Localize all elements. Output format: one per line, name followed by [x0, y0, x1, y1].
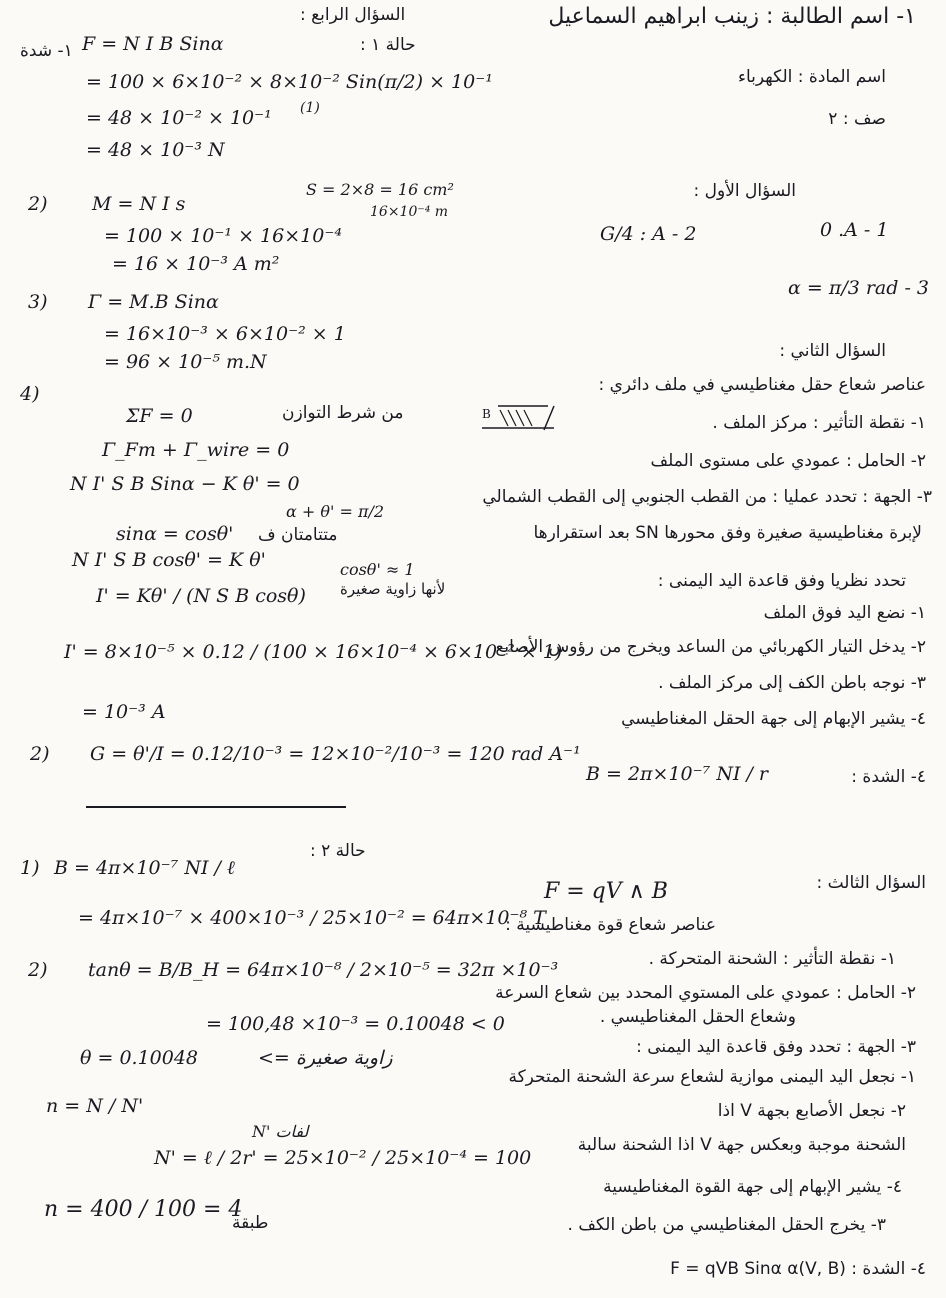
torque-result: = 96 × 10⁻⁵ m.N	[104, 351, 267, 373]
sensitivity-number: 2)	[30, 743, 50, 765]
q1-answer-3: α = π/3 rad - 3	[788, 277, 930, 299]
torque-number: 3)	[28, 291, 48, 313]
q2-intro: عناصر شعاع حقل مغناطيسي في ملف دائري :	[598, 375, 926, 395]
q2-point-3a: ٣- الجهة : تحدد عمليا : من القطب الجنوبي إلى القطب الشمالي	[482, 487, 932, 507]
area-formula: S = 2×8 = 16 cm²	[306, 180, 454, 199]
q2-title: السؤال الثاني :	[779, 341, 886, 361]
q2-step-3: ٣- نوجه باطن الكف إلى مركز الملف .	[658, 673, 926, 693]
torque-balance: Γ_Fm + Γ_wire = 0	[102, 439, 290, 461]
small-angle-note: لأنها زاوية صغيرة	[340, 580, 446, 598]
q3-point-3: ٣- الجهة : تحدد وفق قاعدة اليد اليمنى :	[636, 1037, 916, 1057]
tan-result: = 100,48 ×10⁻³ = 0.10048 < 0	[206, 1013, 505, 1035]
section-divider	[86, 806, 346, 808]
q3-magnitude: ٤- الشدة : F = qVB Sinα α(V, B)	[670, 1259, 926, 1279]
current-substitution: I' = 8×10⁻⁵ × 0.12 / (100 × 16×10⁻⁴ × 6×10⁻² × 1)	[64, 641, 563, 663]
q3-step-1: ١- نجعل اليد اليمنى موازية لشعاع سرعة الشحنة المتحركة	[508, 1067, 916, 1087]
sum-forces: ΣF = 0	[126, 405, 193, 427]
moment-formula: M = N I s	[92, 193, 186, 215]
torque-substitution: = 16×10⁻³ × 6×10⁻² × 1	[104, 323, 346, 345]
student-name: ١- اسم الطالبة : زينب ابراهيم السماعيل	[548, 4, 916, 29]
q3-step-2b: الشحنة موجبة وبعكس جهة V اذا الشحنة سالبة	[577, 1135, 906, 1155]
turns-label: N' لفات	[252, 1122, 309, 1141]
force-result: = 48 × 10⁻³ N	[86, 139, 225, 161]
area-si: 16×10⁻⁴ m	[370, 204, 449, 220]
layers-unit: طبقة	[232, 1213, 269, 1233]
q2-point-3b: لإبرة مغناطيسية صغيرة وفق محورها SN بعد استقرارها	[533, 523, 922, 543]
torque-equation: N I' S B Sinα − K θ' = 0	[70, 473, 300, 495]
q4-title: السؤال الرابع :	[300, 5, 406, 25]
force-substitution: = 100 × 6×10⁻² × 8×10⁻² Sin(π/2) × 10⁻¹	[86, 71, 493, 93]
small-angle-label: <= زاوية صغيرة	[258, 1047, 393, 1069]
q2-point-2: ٢- الحامل : عمودي على مستوى الملف	[650, 451, 926, 471]
moment-substitution: = 100 × 10⁻¹ × 16×10⁻⁴	[104, 225, 342, 247]
force-step-2: = 48 × 10⁻² × 10⁻¹	[86, 107, 272, 129]
q4-case1: حالة ١ :	[360, 35, 416, 55]
tan-number: 2)	[28, 959, 48, 981]
torque-cos-equation: N I' S B cosθ' = K θ'	[72, 549, 266, 571]
current-result: = 10⁻³ A	[82, 701, 166, 723]
cos-approx: cosθ' ≈ 1	[340, 560, 415, 579]
theta-value: θ = 0.10048	[80, 1047, 199, 1069]
q1-answer-1: 0 .A - 1	[820, 219, 889, 241]
q2-point-1: ١- نقطة التأثير : مركز الملف .	[712, 413, 926, 433]
sensitivity-formula: G = θ'/I = 0.12/10⁻³ = 12×10⁻²/10⁻³ = 120 rad A⁻¹	[90, 743, 581, 765]
force-label: ١- شدة	[20, 41, 73, 61]
layers-result: n = 400 / 100 = 4	[44, 1197, 243, 1222]
subject-line: اسم المادة : الكهرباء	[737, 67, 886, 87]
sin-note: (1)	[300, 100, 320, 116]
field-formula: B = 4π×10⁻⁷ NI / ℓ	[54, 857, 235, 879]
q2-right-hand-rule: تحدد نظريا وفق قاعدة اليد اليمنى :	[657, 571, 906, 591]
complementary-angles: α + θ' = π/2	[286, 502, 385, 521]
q3-point-2b: وشعاع الحقل المغناطيسي .	[599, 1007, 796, 1027]
force-formula: F = N I B Sinα	[82, 33, 224, 55]
current-expression: I' = Kθ' / (N S B cosθ)	[96, 585, 306, 607]
moment-result: = 16 × 10⁻³ A m²	[112, 253, 280, 275]
q2-step-2: ٢- يدخل التيار الكهربائي من الساعد ويخرج من رؤوس الأصابع	[495, 637, 926, 657]
q3-intro: عناصر شعاع قوة مغناطيسية :	[505, 915, 716, 935]
q2-magnitude-label: ٤- الشدة :	[851, 767, 926, 787]
equilibrium-condition: من شرط التوازن	[282, 403, 404, 423]
grade-line: صف : ٢	[828, 109, 886, 129]
coil-diagram-icon	[478, 400, 558, 434]
q3-step-3: ٣- يخرج الحقل المغناطيسي من باطن الكف .	[567, 1215, 886, 1235]
q3-step-2: ٢- نجعل الأصابع بجهة V اذا	[717, 1101, 906, 1121]
q1-answer-2: G/4 : A - 2	[600, 223, 697, 245]
tan-formula: tanθ = B/B_H = 64π×10⁻⁸ / 2×10⁻⁵ = 32π ×10⁻³	[88, 959, 559, 981]
case2-title: حالة ٢ :	[310, 841, 366, 861]
complementary-label: متتامتان ف	[258, 525, 338, 545]
moment-number: 2)	[28, 193, 48, 215]
svg-text:B: B	[482, 407, 491, 421]
q2-magnitude-formula: B = 2π×10⁻⁷ NI / r	[586, 763, 769, 785]
field-number: 1)	[20, 857, 40, 879]
q3-point-2a: ٢- الحامل : عمودي على المستوي المحدد بين شعاع السرعة	[495, 983, 916, 1003]
q3-step-4: ٤- يشير الإبهام إلى جهة القوة المغناطيسية	[603, 1177, 902, 1197]
q1-title: السؤال الأول :	[693, 181, 796, 201]
layers-formula: n = N / N'	[46, 1095, 144, 1117]
q3-title: السؤال الثالث :	[816, 873, 926, 893]
q3-force-formula: F = qV ∧ B	[544, 879, 668, 904]
q2-step-1: ١- نضع اليد فوق الملف	[763, 603, 926, 623]
torque-formula: Γ = M.B Sinα	[88, 291, 219, 313]
turns-per-layer: N' = ℓ / 2r' = 25×10⁻² / 25×10⁻⁴ = 100	[154, 1147, 532, 1169]
q3-point-1: ١- نقطة التأثير : الشحنة المتحركة .	[648, 949, 896, 969]
equilibrium-number: 4)	[20, 383, 40, 405]
field-substitution: = 4π×10⁻⁷ × 400×10⁻³ / 25×10⁻² = 64π×10⁻⁸ T	[78, 907, 546, 929]
q2-step-4: ٤- يشير الإبهام إلى جهة الحقل المغناطيسي	[621, 709, 926, 729]
sin-cos-relation: sinα = cosθ'	[116, 523, 234, 545]
